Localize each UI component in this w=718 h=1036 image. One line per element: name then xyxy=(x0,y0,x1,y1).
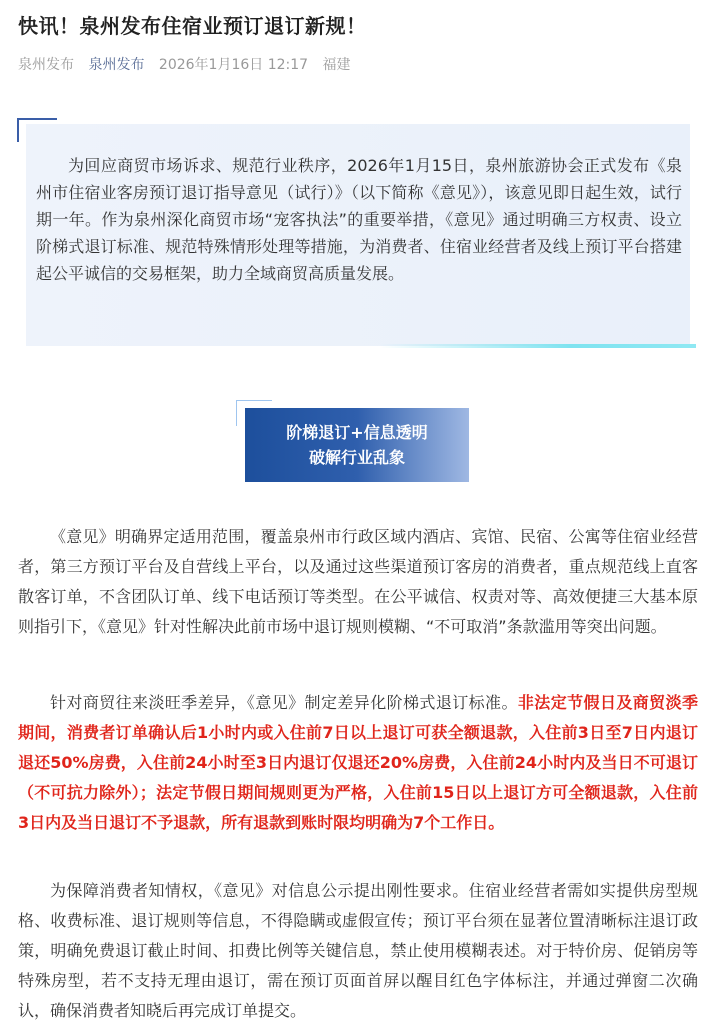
banner-corner-decoration xyxy=(236,400,237,426)
banner-line-1: 阶梯退订+信息透明 xyxy=(286,423,428,442)
article-source: 泉州发布 xyxy=(18,57,74,73)
article-title: 快讯！泉州发布住宿业预订退订新规！ xyxy=(18,14,367,38)
quote-corner-decoration xyxy=(17,118,19,142)
paragraph-info-disclosure: 为保障消费者知情权，《意见》对信息公示提出刚性要求。住宿业经营者需如实提供房型规格、收费标准、退订规则等信息，不得隐瞒或虚假宣传；预订平台须在显著位置清晰标注退订政策，明确免费退订截止时间、扣费比例等关键信息，禁止使用模糊表述。对于特价房、促销房等特殊房型，若不支持无理由退订，需在预订页面首屏以醒目红色字体标注，并通过弹窗二次确认，确保消费者知晓后再完成订单提交。 xyxy=(18,881,698,1020)
quote-corner-decoration-top xyxy=(17,118,57,120)
paragraph-refund-intro: 针对商贸往来淡旺季差异，《意见》制定差异化阶梯式退订标准。 xyxy=(50,693,518,712)
article-meta xyxy=(18,54,361,76)
banner-line-2: 破解行业乱象 xyxy=(308,448,405,467)
paragraph-refund-rules xyxy=(18,688,698,838)
publish-location: 福建 xyxy=(322,57,351,73)
quote-underline-decoration xyxy=(380,344,696,348)
intro-text: 为回应商贸市场诉求、规范行业秩序，2026年1月15日，泉州旅游协会正式发布《泉州市住宿业客房预订退订指导意见（试行）》（以下简称《意见》），该意见即日起生效，试行期一年。作为泉州深化商贸市场“宠客执法”的重要举措，《意见》通过明确三方权责、设立阶梯式退订标准、规范特殊情形处理等措施，为消费者、住宿业经营者及线上预订平台搭建起公平诚信的交易框架，助力全域商贸高质量发展。 xyxy=(36,156,682,283)
banner-corner-decoration-top xyxy=(236,400,272,401)
section-banner xyxy=(245,408,469,482)
paragraph-scope: 《意见》明确界定适用范围，覆盖泉州市行政区域内酒店、宾馆、民宿、公寓等住宿业经营者，第三方预订平台及自营线上平台，以及通过这些渠道预订客房的消费者，重点规范线上直客散客订单，不含团队订单、线下电话预订等类型。在公平诚信、权责对等、高效便捷三大基本原则指引下，《意见》针对性解决此前市场中退订规则模糊、“不可取消”条款滥用等突出问题。 xyxy=(18,527,698,636)
account-name-link[interactable]: 泉州发布 xyxy=(88,57,145,73)
publish-time: 2026年1月16日 12:17 xyxy=(158,57,309,73)
refund-rules-highlight: 非法定节假日及商贸淡季期间，消费者订单确认后1小时内或入住前7日以上退订可获全额退款，入住前3日至7日内退订退还50%房费，入住前24小时至3日内退订仅退还20%房费，入住前24小时内及当日不可退订（不可抗力除外）；法定节假日期间规则更为严格，入住前15日以上退订方可全额退款，入住前3日内及当日退订不予退款，所有退款到账时限均明确为7个工作日。 xyxy=(18,693,698,832)
